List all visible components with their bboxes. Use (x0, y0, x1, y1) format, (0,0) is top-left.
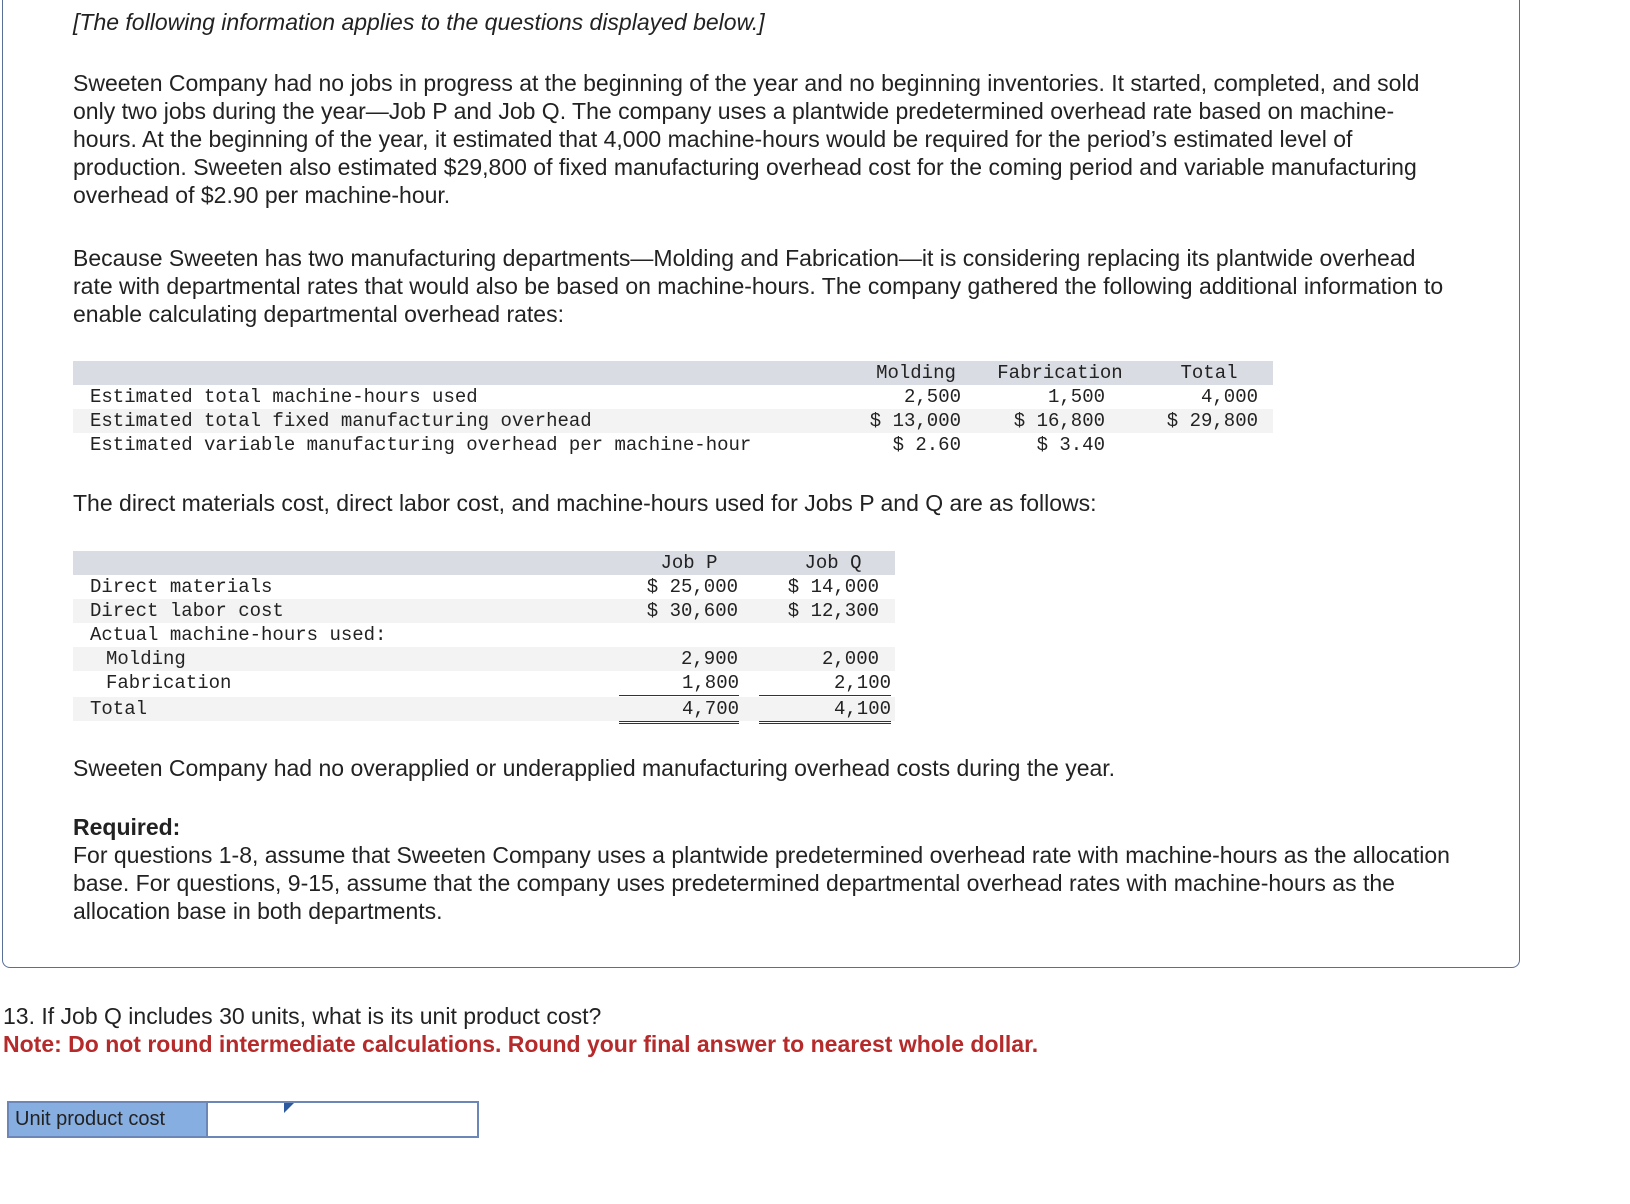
answer-row (7, 1101, 479, 1138)
dept-row-molding: $ 13,000 (869, 410, 961, 432)
dept-row-label: Estimated total machine-hours used (90, 386, 478, 408)
job-row-q: 2,100 (759, 671, 891, 696)
job-row-label: Molding (106, 648, 186, 670)
job-row (73, 623, 895, 647)
dept-row (73, 409, 1273, 433)
dept-row-fabrication: $ 16,800 (1013, 410, 1105, 432)
paragraph-4: Sweeten Company had no overapplied or underapplied manufacturing overhead costs during the year. (73, 755, 1116, 781)
dept-row-label: Estimated total fixed manufacturing overhead (90, 410, 592, 432)
dept-row-total: $ 29,800 (1166, 410, 1258, 432)
dept-header-row (73, 361, 1273, 385)
question-note: Note: Do not round intermediate calculations. Round your final answer to nearest whole dollar. (3, 1031, 1039, 1057)
job-table (73, 551, 895, 721)
job-row-p: $ 25,000 (646, 576, 738, 598)
job-row-label: Total (90, 698, 148, 720)
job-row-q: 2,000 (821, 648, 879, 670)
intro-note: [The following information applies to the questions displayed below.] (73, 9, 765, 35)
job-row-p: 1,800 (619, 671, 739, 696)
question-block (3, 1002, 1038, 1058)
dept-row (73, 385, 1273, 409)
dept-row-fabrication: 1,500 (1047, 386, 1105, 408)
job-row (73, 599, 895, 623)
info-panel (2, 0, 1520, 968)
job-header-q: Job Q (804, 552, 862, 574)
question-text: 13. If Job Q includes 30 units, what is its unit product cost? (3, 1003, 602, 1029)
dept-row-fabrication: $ 3.40 (1036, 434, 1105, 456)
required-heading: Required: (73, 814, 181, 840)
job-row-label: Direct materials (90, 576, 273, 598)
dept-row (73, 433, 1273, 457)
job-row (73, 671, 895, 695)
job-row (73, 697, 895, 721)
required-text: For questions 1-8, assume that Sweeten Company uses a plantwide predetermined overhead rate with machine-hours as the allocation base. For questions, 9-15, assume that the company uses predetermined departmental overhead rates with machine-hours as the allocation base in both departments. (73, 842, 1450, 924)
dept-row-total: 4,000 (1200, 386, 1258, 408)
job-header-row (73, 551, 895, 575)
job-row-p: 2,900 (680, 648, 738, 670)
unit-product-cost-input[interactable] (206, 1103, 477, 1136)
dept-header-total: Total (1180, 362, 1238, 384)
job-row-label: Fabrication (106, 672, 232, 694)
job-row-q: $ 12,300 (787, 600, 879, 622)
dept-row-molding: $ 2.60 (892, 434, 961, 456)
paragraph-3: The direct materials cost, direct labor cost, and machine-hours used for Jobs P and Q are as follows: (73, 490, 1097, 516)
paragraph-1: Sweeten Company had no jobs in progress at the beginning of the year and no beginning inventories. It started, completed, and sold only two jobs during the year—Job P and Job Q. The company uses a plantwide predetermined overhead rate based on machine-hours. At the beginning of the year, it estimated that 4,000 machine-hours would be required for the period’s estimated level of production. Sweeten also estimated $29,800 of fixed manufacturing overhead cost for the coming period and variable manufacturing overhead of $2.90 per machine-hour. (73, 70, 1420, 208)
job-row-label: Actual machine-hours used: (90, 624, 387, 646)
job-row (73, 575, 895, 599)
job-row-label: Direct labor cost (90, 600, 284, 622)
dept-row-label: Estimated variable manufacturing overhead per machine-hour (90, 434, 752, 456)
department-table (73, 361, 1273, 461)
job-row-q: $ 14,000 (787, 576, 879, 598)
job-row-q: 4,100 (759, 697, 891, 724)
input-flag-icon (284, 1103, 294, 1113)
paragraph-2: Because Sweeten has two manufacturing departments—Molding and Fabrication—it is considering replacing its plantwide overhead rate with departmental rates that would also be based on machine-hours. The company gathered the following additional information to enable calculating departmental overhead rates: (73, 245, 1444, 327)
unit-product-cost-label: Unit product cost (9, 1103, 206, 1136)
dept-row-molding: 2,500 (903, 386, 961, 408)
job-row-p: $ 30,600 (646, 600, 738, 622)
dept-header-fabrication: Fabrication (997, 362, 1123, 384)
job-row (73, 647, 895, 671)
dept-header-molding: Molding (876, 362, 956, 384)
job-row-p: 4,700 (619, 697, 739, 724)
job-header-p: Job P (660, 552, 718, 574)
